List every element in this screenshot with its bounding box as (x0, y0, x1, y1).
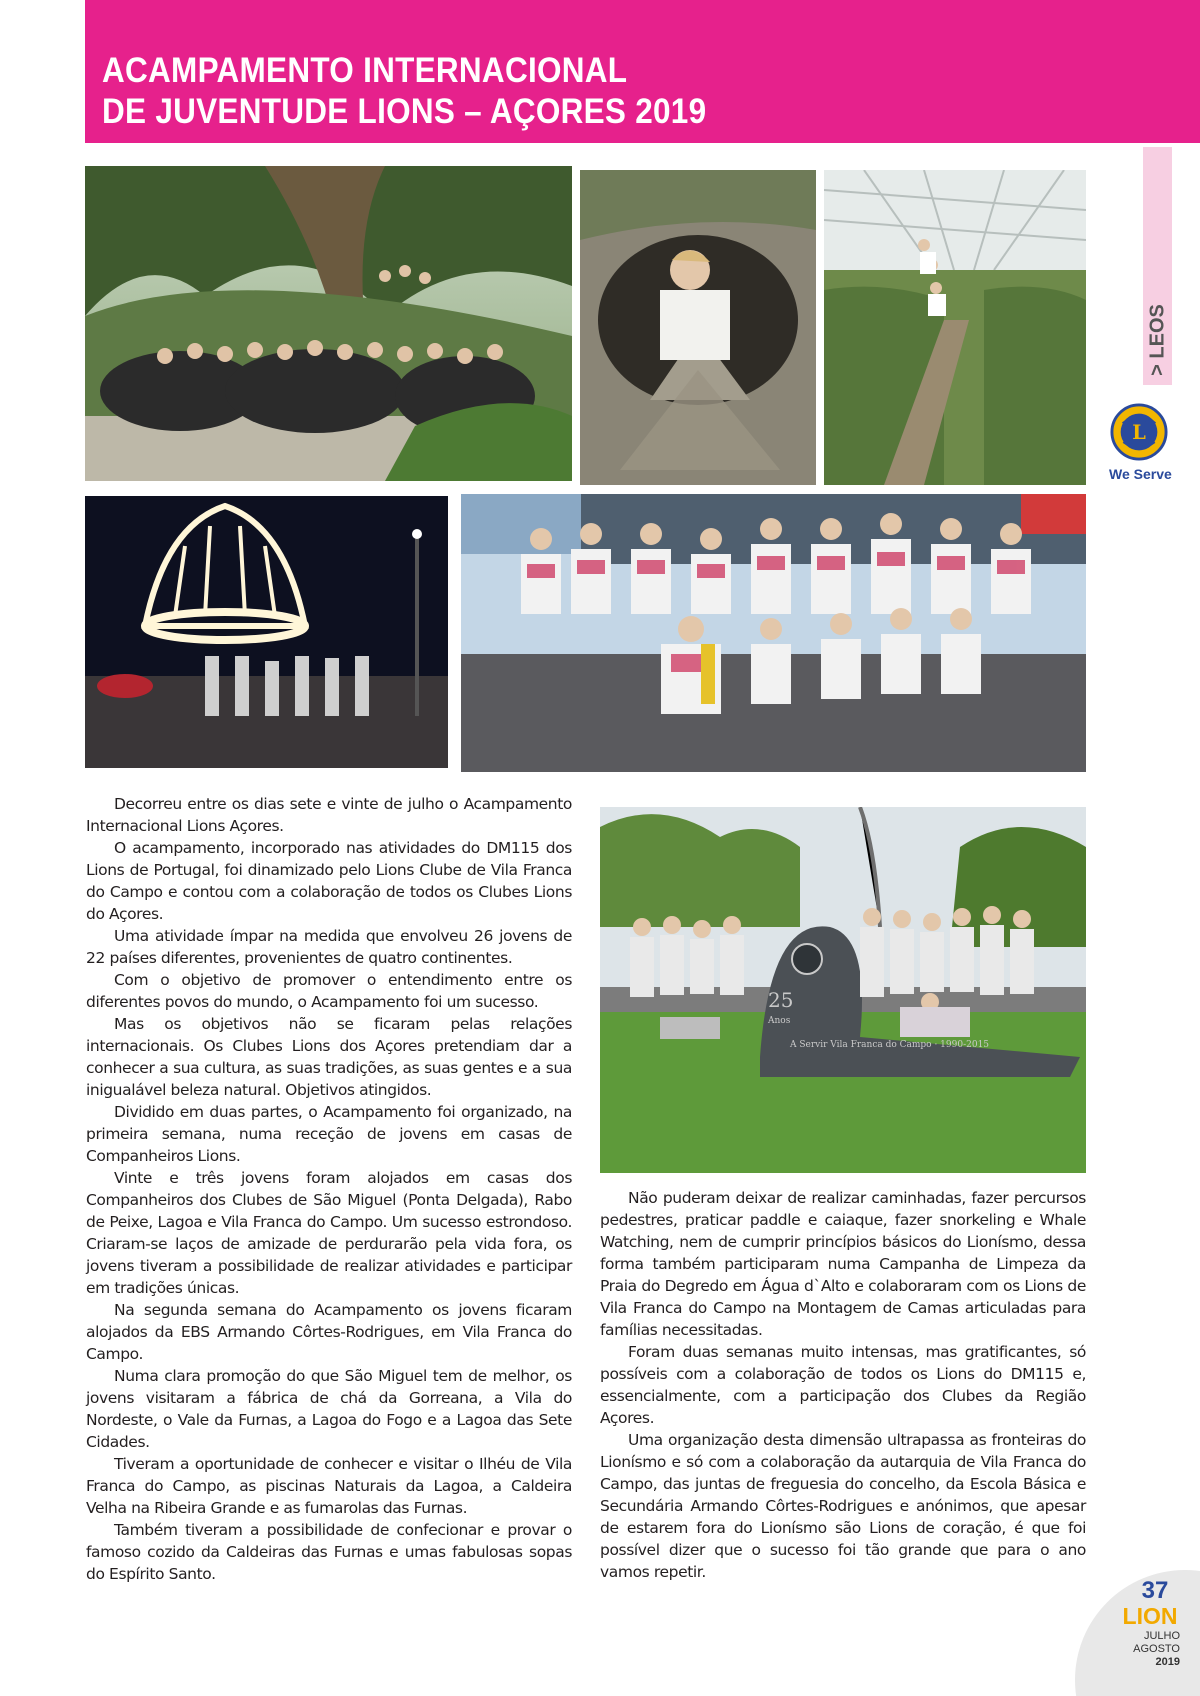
greenhouse-pineapple-photo (824, 170, 1086, 485)
issue-date (1100, 1630, 1180, 1669)
issue-year: 2019 (1155, 1656, 1180, 1668)
magazine-name: LION (1122, 1603, 1178, 1629)
monument-years: 25 (768, 988, 794, 1012)
lions-international-emblem-icon (1110, 403, 1168, 461)
article-title-line-1: ACAMPAMENTO INTERNACIONAL (102, 51, 628, 90)
girl-in-stone-well-photo (580, 170, 816, 485)
article-paragraph: Também tiveram a possibilidade de confecionar e provar o famoso cozido da Caldeiras das Furnas e umas fabulosas sopas do Espírito Santo. (86, 1521, 572, 1583)
article-right-column (600, 1187, 1086, 1583)
article-header (85, 0, 1200, 143)
article-paragraph: Com o objetivo de promover o entendimento entre os diferentes povos do mundo, o Acampamento foi um sucesso. (86, 971, 572, 1011)
article-paragraph: Uma atividade ímpar na medida que envolveu 26 jovens de 22 países diferentes, provenientes de quatro continentes. (86, 927, 572, 967)
group-at-lions-monument-photo (600, 807, 1086, 1173)
article-paragraph: Vinte e três jovens foram alojados em casas dos Companheiros dos Clubes de São Miguel (Ponta Delgada), Rabo de Peixe, Lagoa e Vila Franca do Campo. Um sucesso estrondoso. Criaram-se laços de amizade de perdurarão pela vida fora, os jovens tiveram a possibilidade de realizar atividades e participar em tradições únicas. (86, 1169, 572, 1297)
illuminated-crown-night-photo (85, 496, 448, 768)
article-paragraph: Decorreu entre os dias sete e vinte de julho o Acampamento Internacional Lions Açores. (86, 795, 572, 835)
page-number: 37 (1141, 1577, 1169, 1604)
issue-month-2: AGOSTO (1133, 1643, 1180, 1655)
section-tab-label: > LEOS (1146, 304, 1168, 376)
issue-month: JULHO (1143, 1630, 1180, 1642)
group-under-tree-photo (85, 166, 572, 481)
article-paragraph: Numa clara promoção do que São Miguel tem de melhor, os jovens visitaram a fábrica de chá da Gorreana, a Vila do Nordeste, o Vale da Furnas, a Lagoa do Fogo e a Lagoa das Sete Cidades. (86, 1367, 572, 1451)
article-paragraph: O acampamento, incorporado nas atividades do DM115 dos Lions de Portugal, foi dinamizado pelo Lions Clube de Vila Franca do Campo e contou com a colaboração de todos os Clubes Lions do Açores. (86, 839, 572, 923)
article-paragraph: Tiveram a oportunidade de conhecer e visitar o Ilhéu de Vila Franca do Campo, as piscinas Naturais da Lagoa, a Caldeira Velha na Ribeira Grande e as fumarolas das Furnas. (86, 1455, 572, 1517)
article-paragraph: Foram duas semanas muito intensas, mas gratificantes, só possíveis com a colaboração de todos os Lions do DM115 e, essencialmente, com a participação dos Clubes da Região Açores. (600, 1343, 1086, 1427)
monument-years-label: Anos (768, 1016, 791, 1026)
svg-text:L: L (1132, 420, 1146, 444)
section-tab-label-wrap (1143, 300, 1172, 380)
monument-inscription: A Servir Vila Franca do Campo · 1990-2015 (790, 1040, 990, 1050)
article-paragraph: Na segunda semana do Acampamento os jovens ficaram alojados da EBS Armando Côrtes-Rodrigues, em Vila Franca do Campo. (86, 1301, 572, 1363)
article-paragraph: Dividido em duas partes, o Acampamento foi organizado, na primeira semana, numa receção de jovens em casas de Companheiros Lions. (86, 1103, 572, 1165)
article-paragraph: Mas os objetivos não se ficaram pelas relações internacionais. Os Clubes Lions dos Açores pretendiam dar a conhecer a sua cultura, as suas tradições, as suas gentes e a sua inigualável beleza natural. Objetivos atingidos. (86, 1015, 572, 1099)
we-serve-motto: We Serve (1109, 466, 1172, 482)
article-left-column (86, 793, 572, 1585)
article-paragraph: Uma organização desta dimensão ultrapassa as fronteiras do Lionísmo e só com a colaboração da autarquia de Vila Franca do Campo, das juntas de freguesia do concelho, da Escola Básica e Secundária Armando Côrtes-Rodrigues e anónimos, que apesar de estarem fora do Lionísmo são Lions de coração, é que foi possível dizer que o sucesso foi tão grande que para o ano vamos repetir. (600, 1431, 1086, 1581)
youth-group-white-tshirts-photo (461, 494, 1086, 772)
article-title-line-2: DE JUVENTUDE LIONS – AÇORES 2019 (102, 92, 707, 131)
article-paragraph: Não puderam deixar de realizar caminhadas, fazer percursos pedestres, praticar paddle e caiaque, fazer snorkeling e Whale Watching, nem de cumprir princípios básicos do Lionísmo, dessa forma também participaram numa Campanha de Limpeza da Praia do Degredo em Água d`Alto e colaboraram com os Lions de Vila Franca do Campo na Montagem de Camas articuladas para famílias necessitadas. (600, 1189, 1086, 1339)
article-title (102, 50, 706, 132)
